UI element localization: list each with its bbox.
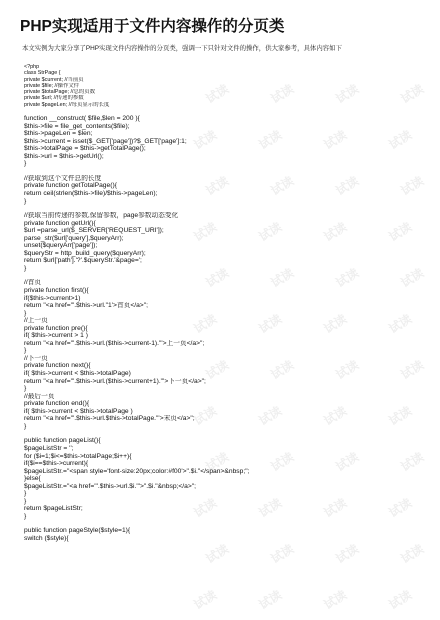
code-blank-line	[24, 430, 424, 437]
code-line: }	[24, 385, 27, 393]
code-line: return $url['path'].'?'.$queryStr.'&page=';	[24, 257, 142, 265]
code-blank-line	[24, 272, 424, 279]
watermark-text: 试读	[256, 311, 285, 337]
watermark-text: 试读	[333, 449, 362, 475]
code-line: class StrPage {	[24, 70, 61, 77]
code-line: return "<a href='".$this->url."1'>首页</a>";	[24, 302, 148, 310]
watermark-text: 试读	[268, 265, 297, 291]
watermark-text: 试读	[203, 81, 232, 107]
watermark-text: 试读	[333, 357, 362, 383]
watermark-text: 试读	[256, 219, 285, 245]
code-line: }	[24, 197, 27, 205]
code-listing	[24, 64, 427, 543]
watermark-text: 试读	[321, 127, 350, 153]
code-line: switch ($style){	[24, 534, 69, 542]
code-line: //下一页	[24, 354, 48, 362]
code-line: //获取当前传递的参数,保留参数，page参数动态变化	[24, 212, 179, 220]
code-line: private function first(){	[24, 287, 89, 295]
code-line: }else{	[24, 475, 41, 483]
watermark-text: 试读	[191, 495, 220, 521]
watermark-text: 试读	[268, 541, 297, 567]
code-line: }	[24, 490, 27, 498]
watermark-text: 试读	[333, 541, 362, 567]
code-line: if( $this->current < $this->totalPage)	[24, 370, 131, 378]
code-line: $pageListStr = '';	[24, 444, 74, 452]
code-line: return "<a href='".$this->url.($this->current-1)."'>上一页</a>";	[24, 339, 205, 347]
code-blank-line	[24, 108, 424, 115]
watermark-text: 试读	[398, 81, 427, 107]
watermark-text: 试读	[268, 81, 297, 107]
code-blank-line	[24, 205, 424, 212]
watermark-text: 试读	[256, 403, 285, 429]
code-line: function __construct( $file,$len = 200 ){	[24, 115, 140, 123]
watermark-text: 试读	[256, 587, 285, 613]
page-title: PHP实现适用于文件内容操作的分页类	[20, 18, 285, 35]
code-line: }	[24, 347, 27, 355]
code-line: //获取到这个文件总的长度	[24, 174, 102, 182]
code-line: parse_str($url['query'],$queryArr);	[24, 234, 124, 242]
watermark-text: 试读	[321, 311, 350, 337]
code-line: private $pageLen; //每页显示的长度	[24, 101, 110, 108]
code-line: $url =parse_url($_SERVER['REQUEST_URI']);	[24, 227, 164, 235]
watermark-text: 试读	[398, 449, 427, 475]
watermark-text: 试读	[256, 495, 285, 521]
watermark-text: 试读	[203, 357, 232, 383]
code-line: if( $this->current < $this->totalPage )	[24, 407, 133, 415]
watermark-text: 试读	[203, 449, 232, 475]
watermark-text: 试读	[256, 127, 285, 153]
code-line: private $url; //传递的参数	[24, 95, 84, 102]
watermark-text: 试读	[203, 541, 232, 567]
code-line: private $file; //操作文件	[24, 82, 80, 89]
code-line: private function getUrl(){	[24, 219, 96, 227]
watermark-text: 试读	[191, 403, 220, 429]
code-line: private $current; //当前页	[24, 76, 84, 83]
watermark-text: 试读	[321, 219, 350, 245]
watermark-text: 试读	[321, 403, 350, 429]
watermark-text: 试读	[333, 265, 362, 291]
watermark-text: 试读	[191, 127, 220, 153]
code-line: $this->file = file_get_contents($file);	[24, 122, 130, 130]
code-line: if($this->current>1)	[24, 294, 81, 302]
watermark-text: 试读	[333, 81, 362, 107]
watermark-text: 试读	[191, 311, 220, 337]
watermark-text: 试读	[398, 541, 427, 567]
watermark-text: 试读	[203, 265, 232, 291]
code-line: private $totalPage; //总的页数	[24, 89, 96, 96]
code-line: return $pageListStr;	[24, 505, 83, 513]
code-line: $pageListStr.="<span style='font-size:20px;color:#f00'>".$i."</span>&nbsp;";	[24, 467, 250, 475]
code-line: }	[24, 497, 27, 505]
code-blank-line	[24, 168, 424, 175]
watermark-text: 试读	[268, 449, 297, 475]
watermark-text: 试读	[386, 495, 415, 521]
code-line: //上一页	[24, 317, 48, 325]
watermark-text: 试读	[333, 173, 362, 199]
code-line: $pageListStr.="<a href='".$this->url.$i."'>".$i."&nbsp;</a>";	[24, 482, 197, 490]
watermark-text: 试读	[386, 127, 415, 153]
code-line: $this->url = $this->getUrl();	[24, 152, 104, 160]
code-line: <?php	[24, 64, 40, 70]
watermark-text: 试读	[386, 587, 415, 613]
code-line: for ($i=1;$i<=$this->totalPage;$i++){	[24, 452, 132, 460]
watermark-text: 试读	[398, 265, 427, 291]
watermark-text: 试读	[386, 219, 415, 245]
code-line: private function next(){	[24, 362, 91, 370]
code-line: public function pageList(){	[24, 437, 101, 445]
code-line: $this->current = isset($_GET['page'])?$_GET['page']:1;	[24, 137, 187, 145]
code-line: return "<a href='".$this->url.$this->totalPage."'>末页</a>";	[24, 415, 195, 423]
code-line: //最后一页	[24, 392, 55, 400]
code-blank-line	[24, 520, 424, 527]
watermark-text: 试读	[398, 173, 427, 199]
watermark-text: 试读	[321, 587, 350, 613]
code-line: //首页	[24, 279, 42, 287]
intro-paragraph: 本文实例为大家分享了PHP实现文件内容操作的分页类，强调一下只针对文件的操作，供大家参考，具体内容如下	[22, 45, 342, 52]
watermark-text: 试读	[191, 587, 220, 613]
watermark-text: 试读	[386, 403, 415, 429]
code-line: private function pre(){	[24, 324, 88, 332]
code-line: $this->pageLen = $len;	[24, 130, 93, 138]
code-line: return "<a href='".$this->url.($this->current+1)."'>下一页</a>";	[24, 377, 206, 385]
code-line: }	[24, 309, 27, 317]
watermark-text: 试读	[191, 219, 220, 245]
code-line: $this->totalPage = $this->getTotalPage();	[24, 145, 146, 153]
code-line: private function end(){	[24, 400, 90, 408]
code-line: public function pageStyle($style=1){	[24, 527, 131, 535]
code-line: }	[24, 160, 27, 168]
code-line: }	[24, 512, 27, 520]
code-line: }	[24, 422, 27, 430]
code-line: if($i==$this->current){	[24, 460, 89, 468]
code-line: $queryStr = http_build_query($queryArr);	[24, 249, 146, 257]
watermark-text: 试读	[321, 495, 350, 521]
watermark-text: 试读	[268, 173, 297, 199]
code-line: unset($queryArr['page']);	[24, 242, 98, 250]
code-line: }	[24, 264, 27, 272]
watermark-text: 试读	[386, 311, 415, 337]
code-line: private function getTotalPage(){	[24, 182, 117, 190]
watermark-text: 试读	[268, 357, 297, 383]
watermark-text: 试读	[398, 357, 427, 383]
watermark-text: 试读	[203, 173, 232, 199]
code-line: if( $this->current > 1 )	[24, 332, 88, 340]
code-line: return ceil(strlen($this->file)/$this->pageLen);	[24, 190, 158, 197]
